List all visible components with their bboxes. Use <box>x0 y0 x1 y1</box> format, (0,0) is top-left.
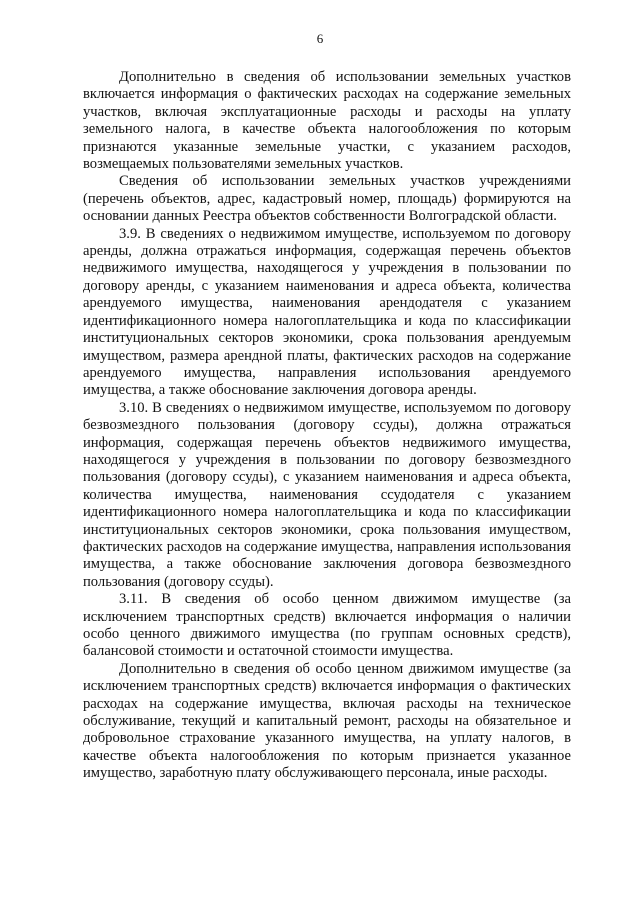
paragraph-land-expenses: Дополнительно в сведения об использовании земельных участков включается информация о фактических расходах на содержание земельных участков, включая эксплуатационные расходы и расходы на уплату земельного налога, в качестве объекта налогообложения по которым признаются указанные земельные участки, с указанием расходов, возмещаемых пользователями земельных участков. <box>83 69 571 173</box>
paragraph-3-9-lease: 3.9. В сведениях о недвижимом имуществе, используемом по договору аренды, должна отражаться информация, содержащая перечень объектов недвижимого имущества, находящегося у учреждения в пользовании по договору аренды, с указанием наименования и адреса объекта, количества арендуемого имущества, наименования арендодателя с указанием идентификационного номера налогоплательщика и кода по классификации институциональных секторов экономики, срока пользования арендуемым имуществом, размера арендной платы, фактических расходов на содержание арендуемого имущества, направления использования арендуемого имущества, а также обоснование заключения договора аренды. <box>83 225 571 399</box>
paragraph-3-11-valuable-property: 3.11. В сведения об особо ценном движимом имуществе (за исключением транспортных средств) включается информация о наличии особо ценного движимого имущества (по группам основных средств), балансовой стоимости и остаточной стоимости имущества. <box>83 591 571 660</box>
paragraph-land-usage-register: Сведения об использовании земельных участков учреждениями (перечень объектов, адрес, кадастровый номер, площадь) формируются на основании данных Реестра объектов собственности Волгоградской области. <box>83 173 571 225</box>
page-number: 6 <box>316 31 324 46</box>
document-body <box>83 69 571 783</box>
paragraph-3-10-free-use: 3.10. В сведениях о недвижимом имуществе, используемом по договору безвозмездного пользования (договору ссуды), должна отражаться информация, содержащая перечень объектов недвижимого имущества, находящегося у учреждения в пользовании по договору безвозмездного пользования (договору ссуды), с указанием наименования и адреса объекта, количества имущества, наименования ссудодателя с указанием идентификационного номера налогоплательщика и кода по классификации институциональных секторов экономики, срока пользования имуществом, фактических расходов на содержание имущества, направления использования имущества, а также обоснование заключения договора безвозмездного пользования (договору ссуды). <box>83 399 571 590</box>
paragraph-valuable-property-expenses: Дополнительно в сведения об особо ценном движимом имуществе (за исключением транспортных средств) включается информация о фактических расходах на содержание имущества, включая расходы на техническое обслуживание, текущий и капитальный ремонт, расходы на обязательное и добровольное страхование указанного имущества, на уплату налогов, в качестве объекта налогообложения по которым признается указанное имущество, заработную плату обслуживающего персонала, иные расходы. <box>83 660 571 782</box>
